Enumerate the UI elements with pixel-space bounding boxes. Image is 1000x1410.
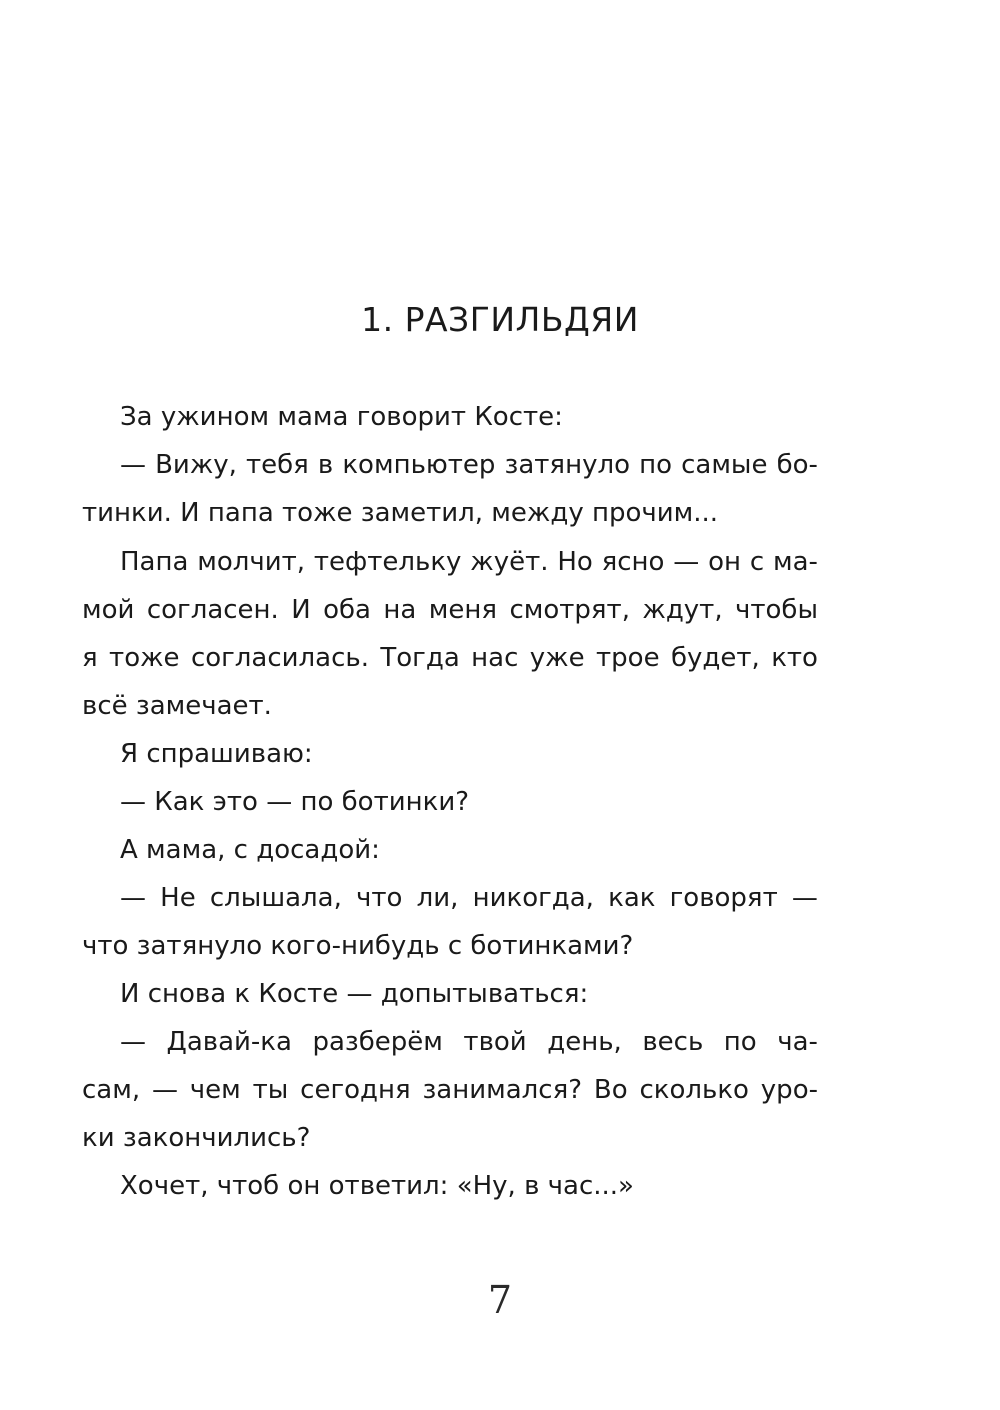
chapter-title: 1. РАЗГИЛЬДЯИ xyxy=(361,300,639,339)
paragraph-line: ки закончились? xyxy=(82,1123,311,1153)
paragraph-line: всё замечает. xyxy=(82,691,272,721)
paragraph-line: сам, — чем ты сегодня занимался? Во сколько уро- xyxy=(82,1075,818,1105)
paragraph-line: А мама, с досадой: xyxy=(120,835,380,865)
paragraph-line: тинки. И папа тоже заметил, между прочим... xyxy=(82,498,719,528)
paragraph-line: Хочет, чтоб он ответил: «Ну, в час...» xyxy=(120,1171,634,1201)
paragraph-line: За ужином мама говорит Косте: xyxy=(120,402,563,432)
paragraph-line: Папа молчит, тефтельку жуёт. Но ясно — он с ма- xyxy=(120,547,818,577)
paragraph-line: — Давай-ка разберём твой день, весь по ча- xyxy=(120,1027,818,1057)
paragraph-line: что затянуло кого-нибудь с ботинками? xyxy=(82,931,634,961)
paragraph-line: — Не слышала, что ли, никогда, как говорят — xyxy=(120,883,818,913)
page-number: 7 xyxy=(487,1278,513,1322)
paragraph-line: — Как это — по ботинки? xyxy=(120,787,470,817)
paragraph-line: я тоже согласилась. Тогда нас уже трое будет, кто xyxy=(82,643,818,673)
paragraph-line: Я спрашиваю: xyxy=(120,739,313,769)
paragraph-line: И снова к Косте — допытываться: xyxy=(120,979,589,1009)
paragraph-line: мой согласен. И оба на меня смотрят, ждут, чтобы xyxy=(82,595,818,625)
paragraph-line: — Вижу, тебя в компьютер затянуло по самые бо- xyxy=(120,450,818,480)
